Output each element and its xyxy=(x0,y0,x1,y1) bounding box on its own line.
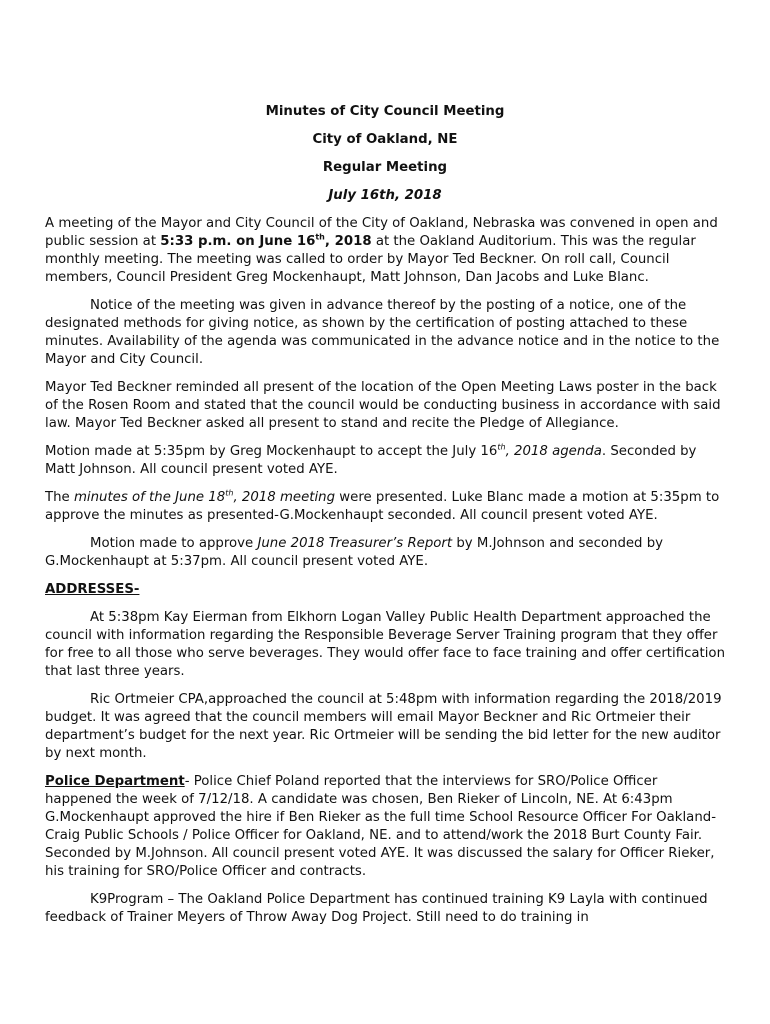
paragraph-k9-program: K9Program – The Oakland Police Department has continued training K9 Layla with continued feedback of Trainer Meyers of Throw Away Dog Project. Still need to do training in xyxy=(45,892,708,925)
addresses-heading-text: ADDRESSES- xyxy=(45,582,140,597)
p5-text-a: The xyxy=(45,490,74,505)
p9-text: - Police Chief Poland reported that the interviews for SRO/Police Officer happened the week of 7/12/18. A candidate was chosen, Ben Rieker of Lincoln, NE. At 6:43pm G.Mockenhaupt approved the hire if Ben Rieker as the full time School Resource Officer For Oakland-Craig Public Schools / Police Officer for Oakland, NE. and to attend/work the 2018 Burt County Fair. Seconded by M.Johnson. All council present voted AYE. It was discussed the salary for Officer Rieker, his training for SRO/Police Officer and contracts. xyxy=(45,774,716,879)
paragraph-call-to-order xyxy=(45,215,727,287)
p6-text-b: by M.Johnson and seconded by G.Mockenhaupt at 5:37pm. All council present voted AYE. xyxy=(45,536,664,569)
p5-italic-a: minutes of the June 18 xyxy=(73,490,226,505)
p4-text-a: Motion made at 5:35pm by Greg Mockenhaupt to accept the July 16 xyxy=(45,444,498,459)
p4-italic: , 2018 agenda xyxy=(505,444,602,459)
p6-italic: June 2018 Treasurer’s Report xyxy=(257,536,453,551)
paragraph-minutes-motion xyxy=(45,489,727,525)
p5-sup: th xyxy=(225,488,234,498)
paragraph-open-meeting-laws: Mayor Ted Beckner reminded all present of the location of the Open Meeting Laws poster in the back of the Rosen Room and stated that the council would be conducting business in accordance with said law. Mayor Ted Beckner asked all present to stand and recite the Pledge of Allegiance. xyxy=(45,380,721,431)
addresses-heading xyxy=(45,581,727,599)
paragraph-budget: Ric Ortmeier CPA,approached the council at 5:48pm with information regarding the 2018/2019 budget. It was agreed that the council members will email Mayor Beckner and Ric Ortmeier their department’s budget for the next year. Ric Ortmeier will be sending the bid letter for the new auditor by next month. xyxy=(45,692,722,761)
meeting-type: Regular Meeting xyxy=(322,160,448,175)
p1-bold-time: 5:33 p.m. on June 16 xyxy=(160,234,316,249)
p5-text-b: were presented. Luke Blanc made a motion at 5:35pm to approve the minutes as presented-G.Mockenhaupt seconded. All council present voted AYE. xyxy=(45,490,720,523)
document-title: Minutes of City Council Meeting xyxy=(265,104,505,119)
police-heading: Police Department xyxy=(45,774,185,789)
p4-text-b: . Seconded by Matt Johnson. All council present voted AYE. xyxy=(45,444,697,477)
p4-sup: th xyxy=(497,442,506,452)
p1-text-b: at the Oakland Auditorium. This was the regular monthly meeting. The meeting was called to order by Mayor Ted Beckner. On roll call, Council members, Council President Greg Mockenhaupt, Matt Johnson, Dan Jacobs and Luke Blanc. xyxy=(45,234,696,285)
p1-sup: th xyxy=(315,232,325,242)
paragraph-notice: Notice of the meeting was given in advance thereof by the posting of a notice, one of the designated methods for giving notice, as shown by the certification of posting attached to these minutes. Availability of the agenda was communicated in the advance notice and in the notice to the Mayor and City Council. xyxy=(45,298,720,367)
p1-bold-year: , 2018 xyxy=(324,234,372,249)
paragraph-police-department xyxy=(45,773,727,881)
document-body xyxy=(45,215,727,937)
p6-text-a: Motion made to approve xyxy=(90,536,258,551)
meeting-date: July 16th, 2018 xyxy=(328,188,442,203)
p5-italic-b: , 2018 meeting xyxy=(233,490,336,505)
p1-text-a: A meeting of the Mayor and City Council of the City of Oakland, Nebraska was convened in open and public session at xyxy=(45,216,718,249)
city-name: City of Oakland, NE xyxy=(312,132,458,147)
paragraph-agenda-motion xyxy=(45,443,727,479)
paragraph-treasurer-report xyxy=(45,535,727,571)
paragraph-health-department: At 5:38pm Kay Eierman from Elkhorn Logan Valley Public Health Department approached the council with information regarding the Responsible Beverage Server Training program that they offer for free to all those who serve beverages. They would offer face to face training and offer certification that last three years. xyxy=(45,610,725,679)
